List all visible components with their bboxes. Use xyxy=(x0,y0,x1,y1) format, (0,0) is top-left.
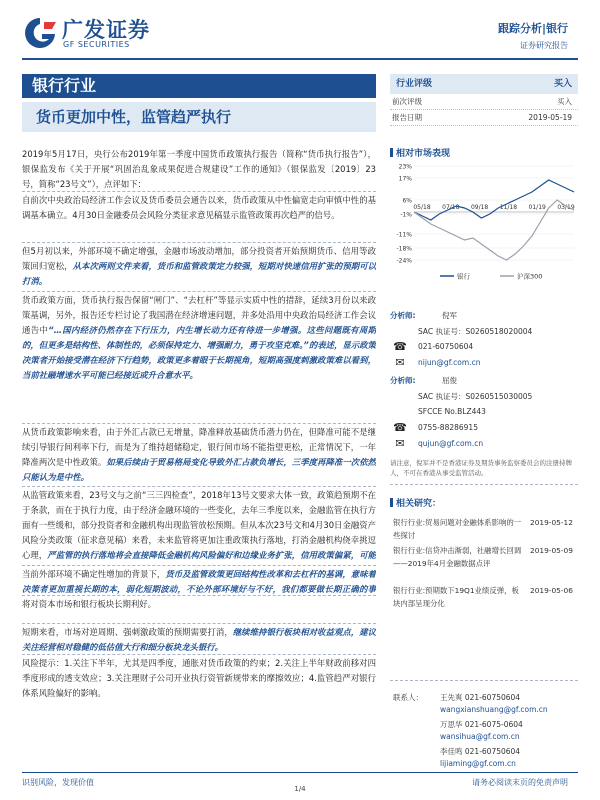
paragraph-text: 短期来看，市场对逆周期、强刺激政策的预期需要打消， xyxy=(22,627,233,637)
y-tick-label: -18% xyxy=(396,245,412,253)
previous-rating-row xyxy=(390,94,578,110)
paragraph xyxy=(22,488,376,563)
paragraph-divider xyxy=(22,565,376,566)
report-date-value: 2019-05-19 xyxy=(528,113,572,122)
analyst-disclaimer: 请注意，倪军并不是香港证券及期货事务监察委员会的注册持牌人，不可在香港从事受监管活动。 xyxy=(390,459,572,477)
paragraph xyxy=(22,567,376,597)
contacts-title: 联系人： xyxy=(393,693,423,702)
x-tick-label: 11/18 xyxy=(499,204,518,211)
paragraph-emphasis: 继续维持银行板块相对收益观点，建议关注经营相对稳健的低估值大行和细分板块龙头银行。 xyxy=(22,627,376,652)
paragraph-emphasis: 如果后续由于贸易格局变化导致外汇占款负增长，三季度再降准一次依然只能认为是中性。 xyxy=(22,457,376,482)
report-type: 跟踪分析|银行 xyxy=(497,22,568,35)
paragraph-emphasis: “…国内经济仍然存在下行压力，内生增长动力还有待进一步增强。这些问题既有周期的，但更多是结构性、体制性的，必须保持定力、增强耐力，勇于攻坚克难。”的表述，显示政策决策者开始接受潜在经济下行趋势，政策更多着眼于长期视角，短期高强度刺激政策难以看到，当前社融增速水平可能已经接近或升合意水平。 xyxy=(22,325,376,380)
analyst-field: 分析师: xyxy=(390,376,416,385)
analyst-email[interactable]: nijun@gf.com.cn xyxy=(418,358,481,367)
x-tick-label: 05/18 xyxy=(413,204,431,211)
paragraph-text: 将对资本市场和银行板块长期利好。 xyxy=(22,599,156,609)
paragraph-text: 风险提示：1.关注下半年，尤其是四季度，通胀对货币政策的约束；2.关注上半年财政前移对四季度形成的透支效应；3.关注理财子公司开业执行资管新规带来的摩擦效应；4.监管趋严对银行体系风险偏好的影响。 xyxy=(22,658,376,698)
paragraph-divider xyxy=(22,191,376,192)
paragraph-text: 从货币政策影响来看，由于外汇占款已无增量，降准释放基础货币潜力仍在，但降准可能不是继续引导银行间利率下行，而是为了维持超储稳定，银行间市场不能指望更松，正常情况下，一年降准两次是中性政策。 xyxy=(22,427,376,467)
rating-label: 行业评级 xyxy=(396,79,433,89)
phone-icon: ☎ xyxy=(393,421,407,434)
contact-email[interactable]: lijiaming@gf.com.cn xyxy=(440,759,516,768)
paragraph xyxy=(22,656,376,711)
series-line-csi300 xyxy=(414,200,574,260)
contact-name: 王先爽 021-60750604 xyxy=(440,693,521,702)
paragraph-text: 当前外部环境不确定性增加的背景下， xyxy=(22,569,166,579)
related-report-date: 2019-05-06 xyxy=(530,586,573,595)
previous-rating-value: 买入 xyxy=(557,97,572,106)
report-subtype: 证券研究报告 xyxy=(520,41,568,50)
related-report-link[interactable]: 银行行业:信贷冲击渐弱，社融增长回调——2019年4月金融数据点评 xyxy=(393,546,522,568)
previous-rating-label: 前次评级 xyxy=(392,97,422,106)
phone-icon: ☎ xyxy=(393,340,407,353)
paragraph-divider xyxy=(22,423,376,424)
rating-value: 买入 xyxy=(553,79,572,89)
right-divider xyxy=(390,484,578,485)
gf-logo-icon xyxy=(22,16,58,50)
paragraph-text: 自前次中央政治局经济工作会议及货币委员会通告以来，货币政策从中性偏宽走向审慎中性的基调基本确立。4月30日金融委员会风险分类征求意见稿显示监管政策再次趋严的信号。 xyxy=(22,195,376,220)
email-icon: ✉ xyxy=(395,356,405,369)
paragraph-divider xyxy=(22,486,376,487)
paragraph-divider xyxy=(22,623,376,624)
y-tick-label: 23% xyxy=(398,163,412,171)
related-title: 相关研究： xyxy=(390,496,578,509)
header-divider xyxy=(22,58,578,60)
analyst-name: 屈俊 xyxy=(442,376,457,385)
related-report-link[interactable]: 银行行业:预期数下19Q1业绩反弹，板块内部呈现分化 xyxy=(393,586,519,608)
contact-name: 万思华 021-6075-0604 xyxy=(440,720,523,729)
paragraph xyxy=(22,597,376,612)
paragraph-divider xyxy=(22,242,376,243)
analyst-cert: SAC 执证号：S0260515030005 xyxy=(418,392,533,401)
paragraph xyxy=(22,244,376,289)
report-date-label: 报告日期 xyxy=(392,113,422,122)
report-title: 货币更加中性，监管趋严执行 xyxy=(22,102,376,132)
y-tick-label: 6% xyxy=(402,197,412,205)
sector-banner: 银行行业 xyxy=(22,74,376,98)
analyst-name: 倪军 xyxy=(442,311,457,320)
paragraph-divider xyxy=(22,595,376,596)
paragraph-text: 2019年5月17日，央行公布2019年第一季度中国货币政策执行报告（简称“货币执行报告”），银保监发布《关于开展“巩固治乱象成果促进合规建设”工作的通知》（银保监发〔2019〕23号，简称“23号文”），点评如下： xyxy=(22,149,376,189)
chart-title: 相对市场表现 xyxy=(390,146,578,159)
contact-email[interactable]: wangxianshuang@gf.com.cn xyxy=(440,705,548,714)
related-report-date: 2019-05-09 xyxy=(530,546,573,555)
footer-divider xyxy=(22,772,578,773)
logo-text-en: GF SECURITIES xyxy=(63,40,130,49)
paragraph xyxy=(22,425,376,485)
paragraph-text: 但5月初以来，外部环境不确定增强，金融市场波动增加，部分投资者开始预期货币、信用等政策回归宽松， xyxy=(22,246,376,271)
y-tick-label: -24% xyxy=(396,257,412,265)
report-date-row xyxy=(390,110,578,126)
y-tick-label: -11% xyxy=(396,231,412,239)
legend-label: 银行 xyxy=(457,272,470,281)
paragraph-emphasis: 从本次两则文件来看，货币和监管政策定力较强，短期对快速信用扩张的预期可以打消。 xyxy=(22,261,376,286)
paragraph-divider xyxy=(22,654,376,655)
x-tick-label: 03/19 xyxy=(557,204,575,211)
x-tick-label: 01/19 xyxy=(528,204,546,211)
y-tick-label: 17% xyxy=(398,175,412,183)
paragraph xyxy=(22,193,376,238)
related-report-date: 2019-05-12 xyxy=(530,518,573,527)
paragraph-divider xyxy=(22,291,376,292)
analyst-email[interactable]: qujun@gf.com.cn xyxy=(418,439,484,448)
email-icon: ✉ xyxy=(395,437,405,450)
contact-name: 李佳鸣 021-60750604 xyxy=(440,747,521,756)
logo-text-cn: 广发证券 xyxy=(62,18,150,42)
y-tick-label: -1% xyxy=(400,211,412,219)
analyst-cert2: SFCCE No.BLZ443 xyxy=(418,407,486,416)
relative-performance-chart xyxy=(390,160,578,285)
rating-header xyxy=(390,74,578,94)
analyst-field: 分析师: xyxy=(390,311,416,320)
legend-label: 沪深300 xyxy=(517,272,543,281)
page-number: 1/4 xyxy=(294,785,306,793)
paragraph xyxy=(22,147,376,192)
paragraph-emphasis: 货币及监管政策更回结构性改革和去杠杆的基调，意味着决策者更加重视长期的本，弱化短期波动，不论外部环境好与不好，我们都要做长期正确的事 xyxy=(22,569,376,594)
paragraph xyxy=(22,625,376,655)
company-logo xyxy=(22,14,197,52)
footer-slogan: 识别风险，发现价值 xyxy=(22,778,94,787)
footer-disclaimer-link[interactable]: 请务必阅读末页的免责声明 xyxy=(472,778,568,787)
x-tick-label: 09/18 xyxy=(470,204,489,211)
related-report-link[interactable]: 银行行业:贸易问题对金融体系影响的一些探讨 xyxy=(393,518,522,540)
x-tick-label: 07/18 xyxy=(442,204,460,211)
paragraph-text: 货币政策方面，货币执行报告保留“闸门”、“去杠杆”等显示实质中性的措辞，延续3月份以来政策基调，另外，报告还专栏讨论了我国潜在经济增速问题，并多处沿用中央政治局经济工作会议通告中 xyxy=(22,295,376,335)
paragraph-emphasis: 严监管的执行落地将会直接降低金融机构风险偏好和边缘业务扩张，信用政策偏紧，可能 xyxy=(47,550,376,560)
paragraph xyxy=(22,293,376,421)
analyst-phone: 0755-88286915 xyxy=(418,423,478,432)
analyst-phone: 021-60750604 xyxy=(418,342,474,351)
contact-email[interactable]: wansihua@gf.com.cn xyxy=(440,732,520,741)
paragraph-text: 从监管政策来看，23号文与之前“三三四检查”，2018年13号文要求大体一致，政策趋预期不在于条款，而在于执行力度，由于经济金融环境的一些变化，去年三季度以来，金融监管在执行方面有一些缓和，部分投资者和金融机构出现监管放松预期。但从本次23号文和4月30日金融资产风险分类政策（征求意见稿）来看，未来监管将更加注重政策执行落地，打消金融机构侥幸挑逗心理， xyxy=(22,490,376,560)
analyst-cert: SAC 执证号：S0260518020004 xyxy=(418,327,533,336)
right-divider-2 xyxy=(390,680,578,681)
